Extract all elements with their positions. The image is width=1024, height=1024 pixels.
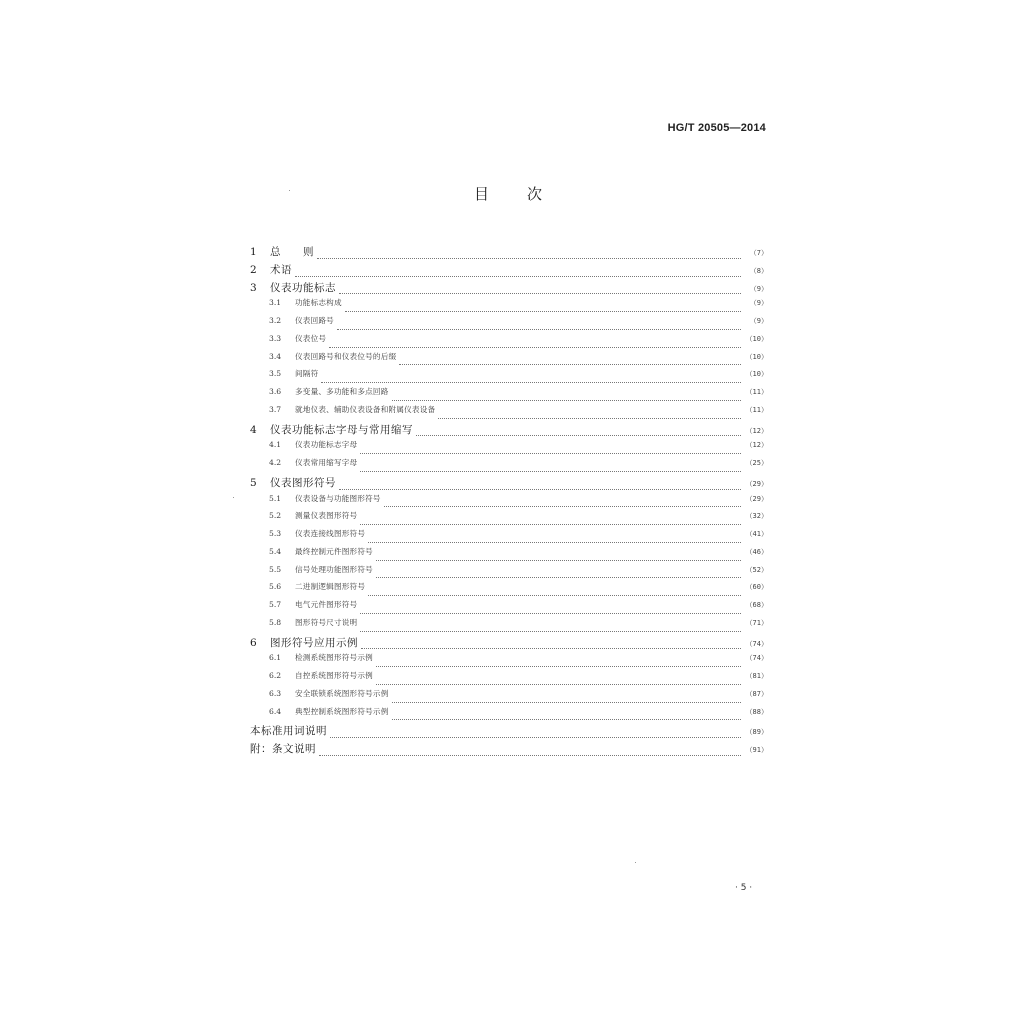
toc-entry-title: 仪表功能标志字母 <box>295 440 358 450</box>
toc-entry-number: 5.7 <box>269 600 282 609</box>
dot-leader <box>376 666 741 667</box>
toc-entry-number: 3.7 <box>269 404 282 414</box>
toc-entry-title: 自控系统图形符号示例 <box>295 671 373 680</box>
standard-number: HG/T 20505—2014 <box>667 122 766 134</box>
toc-entry-title: 总 则 <box>270 246 314 258</box>
toc-entry-page: （12） <box>745 441 768 450</box>
toc-entry-number: 4.1 <box>269 440 282 450</box>
toc-entry-title: 附：条文说明 <box>250 743 316 755</box>
toc-entry-page: （74） <box>745 654 768 663</box>
toc-entry[interactable] <box>250 297 768 315</box>
toc-entry[interactable] <box>250 599 768 617</box>
toc-entry-number: 5.4 <box>269 546 282 556</box>
dot-leader <box>360 631 741 632</box>
toc-entry-title: 仪表功能标志字母与常用缩写 <box>270 423 413 436</box>
toc-entry-number: 3.1 <box>269 298 282 308</box>
toc-entry-number: 3.3 <box>269 333 282 343</box>
toc-entry-title: 安全联锁系统图形符号示例 <box>295 688 389 698</box>
toc-entry-page: （8） <box>749 266 768 275</box>
dot-leader <box>329 347 741 348</box>
toc-entry-title: 术语 <box>270 263 292 276</box>
toc-entry[interactable] <box>250 564 768 582</box>
toc-entry-page: （10） <box>745 334 768 343</box>
toc-entry-page: （9） <box>749 317 768 325</box>
dot-leader <box>339 489 741 490</box>
toc-entry-title: 本标准用词说明 <box>250 725 327 738</box>
toc-entry-title: 检测系统图形符号示例 <box>295 653 373 663</box>
toc-entry-page: （25） <box>745 459 768 467</box>
toc-entry-page: （7） <box>749 249 768 257</box>
toc-entry[interactable] <box>250 688 768 706</box>
toc-entry-title: 就地仪表、辅助仪表设备和附属仪表设备 <box>295 404 436 414</box>
toc-entry-number: 5.8 <box>269 617 282 627</box>
toc-entry-page: （9） <box>749 284 768 293</box>
toc-entry[interactable] <box>250 244 768 262</box>
toc-entry-title: 功能标志构成 <box>295 298 342 308</box>
dot-leader <box>360 613 741 614</box>
dot-leader <box>399 364 741 365</box>
scan-speck <box>635 862 636 863</box>
toc-entry-title: 典型控制系统图形符号示例 <box>295 706 389 716</box>
toc-entry-page: （68） <box>745 601 768 609</box>
toc-entry[interactable] <box>250 368 768 386</box>
dot-leader <box>368 542 741 543</box>
dot-leader <box>337 329 741 330</box>
toc-entry-title: 电气元件图形符号 <box>295 600 358 609</box>
toc-entry-page: （29） <box>745 494 768 503</box>
toc-entry-number: 4.2 <box>269 458 282 467</box>
toc-entry-page: （71） <box>745 618 768 627</box>
toc-entry-page: （10） <box>745 352 768 361</box>
dot-leader <box>360 524 741 525</box>
toc-entry-number: 5.2 <box>269 511 282 521</box>
toc-entry-title: 多变量、多功能和多点回路 <box>295 387 389 396</box>
toc-entry-page: （87） <box>745 689 768 698</box>
toc-entry-number: 3.4 <box>269 351 282 361</box>
toc-entry-page: （60） <box>745 583 768 592</box>
dot-leader <box>345 311 741 312</box>
toc-entry-number: 2 <box>250 263 257 276</box>
dot-leader <box>330 737 741 738</box>
toc-entry-page: （11） <box>745 388 768 396</box>
toc-entry[interactable] <box>250 652 768 670</box>
toc-entry-number: 3.2 <box>269 316 282 325</box>
toc-entry-page: （10） <box>745 370 768 379</box>
toc-entry-title: 仪表功能标志 <box>270 281 336 294</box>
dot-leader <box>360 471 741 472</box>
dot-leader <box>384 506 741 507</box>
toc-entry-title: 测量仪表图形符号 <box>295 511 358 521</box>
page-number: · 5 · <box>735 883 753 893</box>
toc-entry-title: 图形符号应用示例 <box>270 636 358 649</box>
toc-entry[interactable] <box>250 475 768 493</box>
toc-entry-number: 3.5 <box>269 369 282 379</box>
toc-entry-title: 二进制逻辑图形符号 <box>295 582 366 592</box>
toc-entry-title: 图形符号尺寸说明 <box>295 617 358 627</box>
toc-entry[interactable] <box>250 351 768 369</box>
toc-entry-title: 仪表常用缩写字母 <box>295 458 358 467</box>
toc-entry-page: （29） <box>745 479 768 488</box>
toc-entry[interactable] <box>250 457 768 475</box>
toc-entry[interactable] <box>250 617 768 635</box>
dot-leader <box>392 702 741 703</box>
toc-entry[interactable] <box>250 670 768 688</box>
toc-entry-page: （11） <box>745 405 768 414</box>
table-of-contents <box>250 244 768 759</box>
toc-entry[interactable] <box>250 723 768 741</box>
toc-entry-page: （81） <box>745 672 768 680</box>
toc-entry-title: 仪表图形符号 <box>270 476 336 489</box>
toc-entry-title: 最终控制元件图形符号 <box>295 546 373 556</box>
toc-entry[interactable] <box>250 635 768 653</box>
dot-leader <box>317 258 741 259</box>
toc-entry-title: 信号处理功能图形符号 <box>295 564 373 574</box>
toc-entry-page: （74） <box>745 639 768 648</box>
toc-entry[interactable] <box>250 386 768 404</box>
dot-leader <box>360 453 741 454</box>
toc-entry-page: （12） <box>745 426 768 435</box>
toc-title-char: 目 <box>474 185 490 203</box>
toc-entry-number: 6.2 <box>269 671 282 680</box>
toc-entry[interactable] <box>250 422 768 440</box>
dot-leader <box>438 418 741 419</box>
toc-entry-number: 5 <box>250 476 257 489</box>
toc-entry[interactable] <box>250 741 768 759</box>
toc-entry[interactable] <box>250 581 768 599</box>
toc-entry-page: （46） <box>745 547 768 556</box>
toc-entry-number: 5.5 <box>269 564 282 574</box>
toc-entry-number: 6.4 <box>269 706 282 716</box>
dot-leader <box>392 400 741 401</box>
toc-entry-number: 6.3 <box>269 688 282 698</box>
toc-entry-page: （52） <box>745 565 768 574</box>
dot-leader <box>376 684 741 685</box>
toc-entry-number: 5.1 <box>269 493 282 503</box>
dot-leader <box>392 719 741 720</box>
toc-entry-number: 3.6 <box>269 387 282 396</box>
toc-entry[interactable] <box>250 706 768 724</box>
dot-leader <box>361 648 741 649</box>
dot-leader <box>319 755 741 756</box>
toc-entry[interactable] <box>250 439 768 457</box>
toc-entry[interactable] <box>250 510 768 528</box>
toc-entry-page: （32） <box>745 512 768 521</box>
toc-entry-title: 仪表连接线图形符号 <box>295 529 366 538</box>
toc-entry-number: 5.3 <box>269 529 282 538</box>
toc-entry-title: 仪表位号 <box>295 333 327 343</box>
toc-entry-title: 仪表回路号和仪表位号的后缀 <box>295 351 397 361</box>
toc-entry-title: 仪表回路号 <box>295 316 334 325</box>
scan-speck <box>233 497 234 498</box>
toc-entry-number: 1 <box>250 246 257 258</box>
dot-leader <box>295 276 741 277</box>
toc-entry[interactable] <box>250 262 768 280</box>
dot-leader <box>376 560 741 561</box>
dot-leader <box>376 577 741 578</box>
dot-leader <box>339 293 741 294</box>
toc-entry[interactable] <box>250 280 768 298</box>
toc-title-char: 次 <box>527 185 543 203</box>
toc-entry[interactable] <box>250 546 768 564</box>
toc-entry[interactable] <box>250 493 768 511</box>
toc-entry[interactable] <box>250 333 768 351</box>
dot-leader <box>416 435 741 436</box>
toc-entry-page: （91） <box>745 746 768 754</box>
toc-entry-number: 5.6 <box>269 582 282 592</box>
toc-entry-title: 仪表设备与功能图形符号 <box>295 493 381 503</box>
toc-entry-number: 6 <box>250 636 257 649</box>
toc-entry-page: （9） <box>749 299 768 308</box>
dot-leader <box>368 595 741 596</box>
toc-entry-page: （41） <box>745 530 768 538</box>
dot-leader <box>321 382 741 383</box>
toc-entry[interactable] <box>250 404 768 422</box>
toc-entry-number: 3 <box>250 281 257 294</box>
toc-entry-title: 间隔符 <box>295 369 319 379</box>
toc-entry-number: 6.1 <box>269 653 282 663</box>
toc-title <box>474 183 542 204</box>
scan-speck <box>289 190 290 191</box>
toc-entry[interactable] <box>250 315 768 333</box>
toc-entry[interactable] <box>250 528 768 546</box>
toc-entry-page: （88） <box>745 707 768 716</box>
toc-entry-number: 4 <box>250 423 257 436</box>
toc-entry-page: （89） <box>745 728 768 737</box>
